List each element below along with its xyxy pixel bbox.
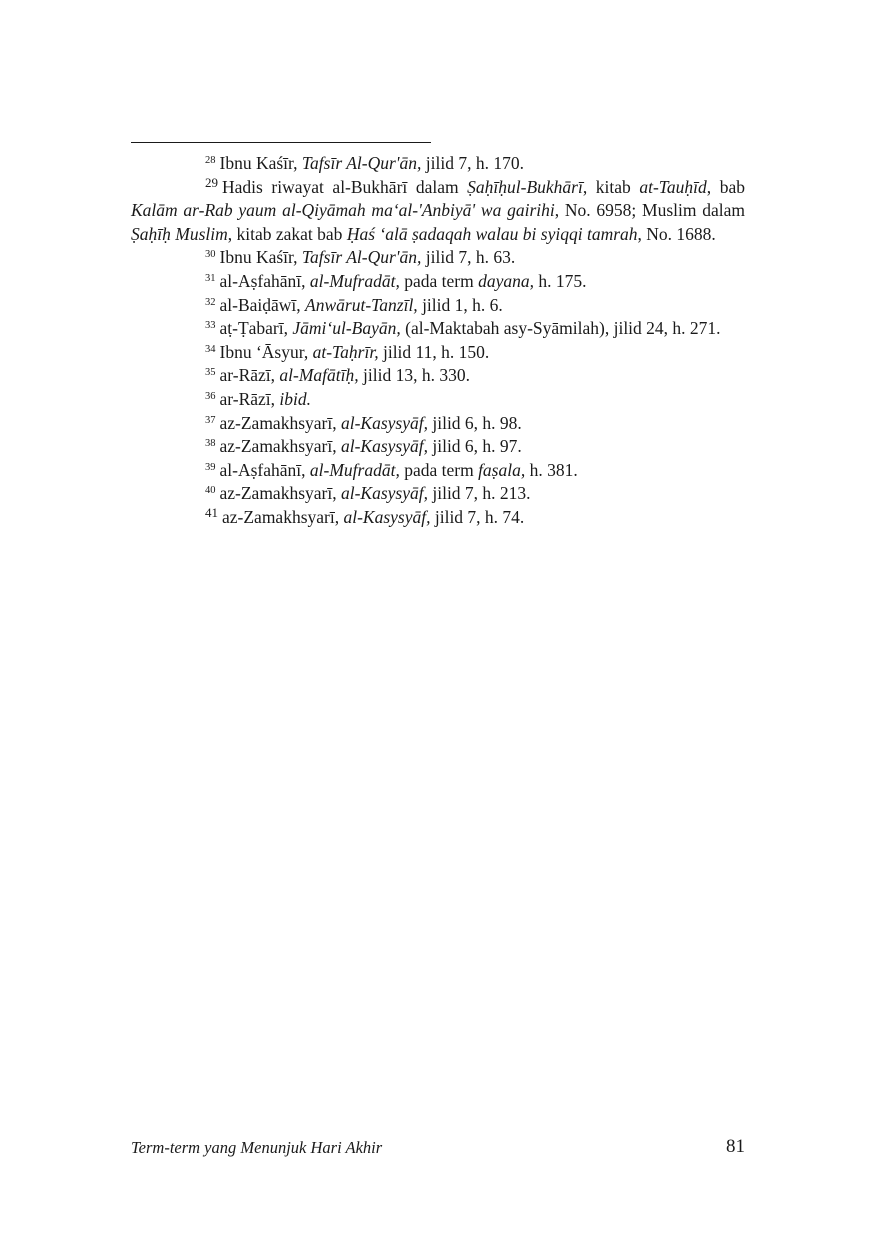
- footnote-text: jilid 11, h. 150.: [378, 341, 490, 362]
- footnote-text: jilid 7, h. 213.: [427, 483, 531, 504]
- footnote-number: 31: [205, 272, 216, 284]
- footnote-italic-text: Tafsīr Al-Qur'ān,: [301, 247, 422, 268]
- footnote-36: [131, 388, 745, 412]
- footnote-text: pada term: [399, 270, 479, 291]
- footnote-number: 28: [205, 155, 216, 166]
- footnote-text: jilid 1, h. 6.: [417, 294, 503, 315]
- footnote-text: aṭ-Ṭabarī,: [219, 318, 293, 339]
- footnote-text: jilid 7, h. 170.: [421, 153, 524, 173]
- footnote-29: [131, 176, 745, 247]
- footnote-32: [131, 294, 745, 318]
- footnote-number: 37: [205, 414, 216, 426]
- footnote-italic-text: Tafsīr Al-Qur'ān,: [301, 153, 422, 173]
- footnote-41: [131, 506, 745, 530]
- footnote-number: 32: [205, 296, 216, 308]
- footnote-31: [131, 270, 745, 294]
- footnote-text: al-Baiḍāwī,: [219, 294, 306, 315]
- footnote-38: [131, 435, 745, 459]
- footnote-text: Hadis riwayat al-Bukhārī dalam: [222, 176, 468, 197]
- footnote-italic-text: Kalām ar-Rab yaum al-Qiyāmah ma‘al-'Anbiyā' wa gairihi: [131, 200, 555, 221]
- footnote-separator-rule: [131, 142, 431, 143]
- running-title: Term-term yang Menunjuk Hari Akhir: [131, 1138, 383, 1157]
- footnote-text: jilid 7, h. 74.: [430, 506, 525, 527]
- footnote-italic-text: al-Mafātīḥ,: [279, 365, 359, 386]
- footnote-italic-text: Anwārut-Tanzīl,: [305, 294, 418, 315]
- footnote-28: [131, 152, 745, 176]
- footnote-number: 30: [205, 249, 216, 261]
- footnote-number: 38: [205, 438, 216, 450]
- footnote-number: 40: [205, 485, 216, 497]
- footnote-italic-text: ibid.: [279, 388, 312, 409]
- footnote-34: [131, 341, 745, 365]
- footnote-text: jilid 13, h. 330.: [358, 365, 470, 386]
- footnote-text: jilid 7, h. 63.: [421, 247, 516, 268]
- footnote-35: [131, 364, 745, 388]
- footnote-italic-text: Ṣaḥīḥul-Bukhārī: [467, 176, 583, 197]
- footnote-number: 41: [205, 504, 218, 520]
- footnote-text: ar-Rāzī,: [219, 388, 280, 409]
- footnote-33: [131, 317, 745, 341]
- footnote-text: jilid 6, h. 98.: [427, 412, 522, 433]
- footnote-text: az-Zamakhsyarī,: [219, 412, 341, 433]
- footnote-italic-text: al-Mufradāt,: [309, 270, 400, 291]
- footnote-italic-text: Jāmi‘ul-Bayān,: [292, 318, 401, 339]
- footnote-text: , kitab zakat bab: [227, 223, 347, 244]
- footnote-30: [131, 246, 745, 270]
- footnote-number: 35: [205, 367, 216, 379]
- footnote-text: az-Zamakhsyarī,: [219, 436, 341, 457]
- footnote-text: jilid 6, h. 97.: [427, 436, 522, 457]
- footnote-text: az-Zamakhsyarī,: [222, 506, 344, 527]
- footnote-text: (al-Maktabah asy-Syāmilah), jilid 24, h. 271.: [400, 318, 721, 339]
- footnote-italic-text: Ṣaḥīḥ Muslim: [131, 223, 228, 244]
- footnote-italic-text: faṣala,: [478, 459, 526, 480]
- footnote-text: az-Zamakhsyarī,: [219, 483, 341, 504]
- footnote-text: pada term: [399, 459, 479, 480]
- footnote-italic-text: at-Tauḥīd: [639, 176, 707, 197]
- footnote-40: [131, 482, 745, 506]
- footnote-text: , No. 6958; Muslim dalam: [554, 200, 746, 221]
- footnote-italic-text: dayana,: [478, 270, 534, 291]
- footnote-text: , bab: [706, 176, 745, 197]
- footnote-italic-text: al-Kasysyāf,: [340, 412, 428, 433]
- footnote-text: Ibnu Kaśīr,: [219, 247, 302, 268]
- footnote-text: ar-Rāzī,: [219, 365, 280, 386]
- footnote-number: 39: [205, 461, 216, 473]
- footnote-text: Ibnu ‘Āsyur,: [219, 341, 313, 362]
- footnotes-section: [131, 152, 745, 530]
- footnote-number: 29: [205, 174, 218, 190]
- footnote-text: Ibnu Kaśīr,: [219, 153, 302, 173]
- page-number: 81: [726, 1136, 745, 1157]
- page-footer: [131, 1138, 745, 1164]
- footnote-italic-text: al-Kasysyāf,: [340, 483, 428, 504]
- footnote-text: , No. 1688.: [637, 223, 716, 244]
- footnote-text: h. 175.: [533, 270, 587, 291]
- footnote-italic-text: al-Kasysyāf,: [343, 506, 431, 527]
- footnote-39: [131, 459, 745, 483]
- footnote-number: 36: [205, 390, 216, 402]
- footnote-italic-text: Ḥaś ‘alā ṣadaqah walau bi syiqqi tamrah: [346, 223, 638, 244]
- footnote-number: 33: [205, 320, 216, 332]
- footnote-italic-text: al-Mufradāt,: [309, 459, 400, 480]
- footnote-text: al-Aṣfahānī,: [219, 270, 310, 291]
- footnote-37: [131, 412, 745, 436]
- footnote-number: 34: [205, 343, 216, 355]
- footnote-italic-text: al-Kasysyāf,: [340, 436, 428, 457]
- footnote-italic-text: at-Taḥrīr,: [312, 341, 379, 362]
- footnote-text: h. 381.: [525, 459, 578, 480]
- footnote-text: al-Aṣfahānī,: [219, 459, 310, 480]
- footnote-text: , kitab: [582, 176, 640, 197]
